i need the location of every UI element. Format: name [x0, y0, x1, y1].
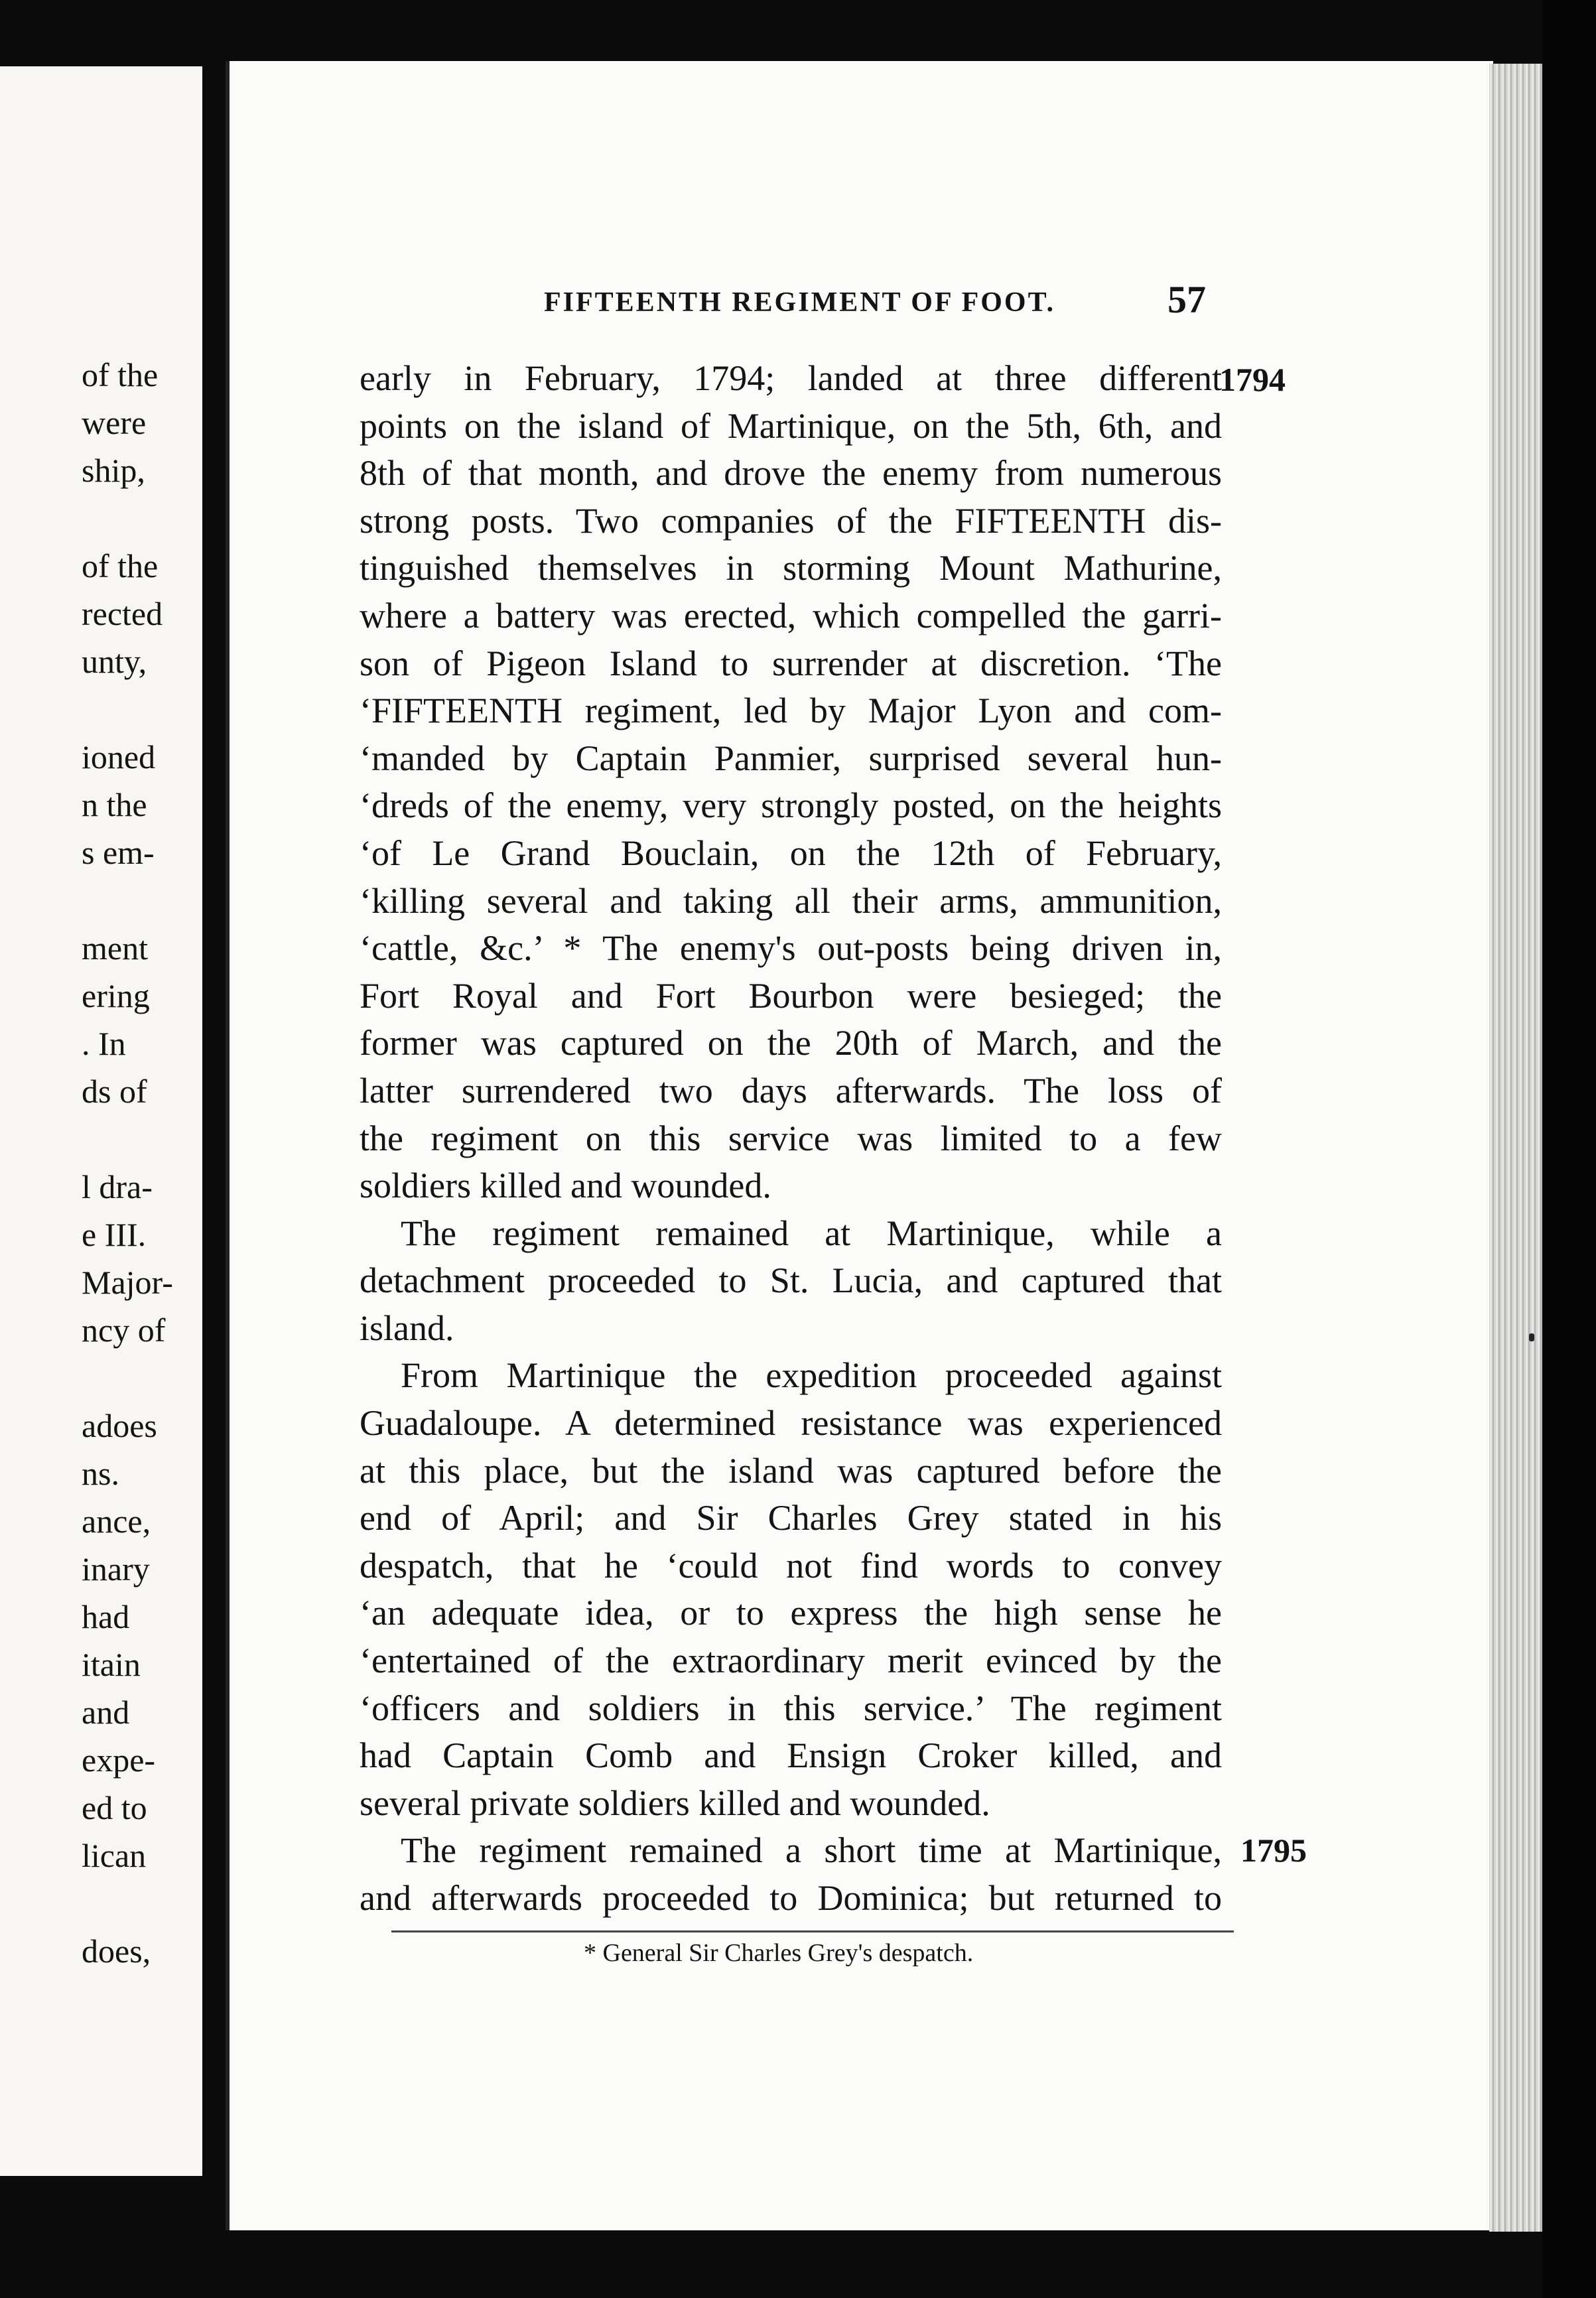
- previous-page-fragment: [0, 66, 205, 2176]
- page-edge-stack: [1489, 64, 1542, 2232]
- left-page-line: . In: [82, 1025, 126, 1062]
- body-line: ‘an adequate idea, or to express the high sense he: [360, 1593, 1222, 1633]
- left-page-line: s em-: [82, 834, 155, 871]
- body-line: despatch, that he ‘could not find words to convey: [360, 1545, 1222, 1586]
- left-page-line: expe-: [82, 1741, 156, 1779]
- left-page-line: of the: [82, 356, 159, 393]
- left-page-line: itain: [82, 1646, 141, 1683]
- left-page-line: does,: [82, 1932, 151, 1970]
- body-line: strong posts. Two companies of the FIFTEENTH dis-: [360, 500, 1222, 541]
- body-line: the regiment on this service was limited to a few: [360, 1118, 1222, 1158]
- body-line: From Martinique the expedition proceeded against: [401, 1355, 1222, 1396]
- left-page-line: ering: [82, 977, 150, 1014]
- body-line: Guadaloupe. A determined resistance was experienced: [360, 1403, 1222, 1444]
- book-gutter: [202, 66, 229, 2216]
- body-line: where a battery was erected, which compelled the garri-: [360, 595, 1222, 636]
- body-line: ‘cattle, &c.’ * The enemy's out-posts being driven in,: [360, 928, 1222, 969]
- body-line: ‘killing several and taking all their arms, ammunition,: [360, 880, 1222, 921]
- margin-year-1794: 1794: [1219, 361, 1286, 398]
- body-line: ‘of Le Grand Bouclain, on the 12th of February,: [360, 833, 1222, 873]
- body-line: former was captured on the 20th of March, and the: [360, 1023, 1222, 1063]
- left-page-line: ment: [82, 929, 148, 967]
- left-page-line: ship,: [82, 452, 145, 489]
- left-page-line: e III.: [82, 1216, 147, 1253]
- left-page-line: were: [82, 404, 147, 441]
- body-line: ‘dreds of the enemy, very strongly posted, on the heights: [360, 785, 1222, 826]
- body-line: The regiment remained at Martinique, while a: [401, 1213, 1222, 1253]
- body-line: and afterwards proceeded to Dominica; but returned to: [360, 1878, 1222, 1918]
- body-line: Fort Royal and Fort Bourbon were besieged; the: [360, 975, 1222, 1016]
- body-line: early in February, 1794; landed at three different: [360, 358, 1222, 398]
- body-line: island.: [360, 1308, 454, 1348]
- left-page-line: had: [82, 1598, 130, 1635]
- left-page-line: adoes: [82, 1407, 157, 1444]
- left-page-line: of the: [82, 547, 159, 584]
- body-line: several private soldiers killed and wounded.: [360, 1783, 990, 1823]
- body-line: detachment proceeded to St. Lucia, and captured that: [360, 1260, 1222, 1301]
- body-line: ‘FIFTEENTH regiment, led by Major Lyon and com-: [360, 691, 1222, 731]
- footnote: * General Sir Charles Grey's despatch.: [584, 1939, 974, 1967]
- body-line: ‘manded by Captain Panmier, surprised several hun-: [360, 738, 1222, 778]
- body-line: 8th of that month, and drove the enemy from numerous: [360, 453, 1222, 494]
- body-line: son of Pigeon Island to surrender at discretion. ‘The: [360, 643, 1222, 683]
- page-number: 57: [1167, 278, 1206, 321]
- running-title: FIFTEENTH REGIMENT OF FOOT.: [544, 287, 1055, 318]
- left-page-line: n the: [82, 786, 147, 823]
- body-line: at this place, but the island was captured before the: [360, 1450, 1222, 1491]
- dust-speck: [1529, 1333, 1534, 1341]
- body-line: tinguished themselves in storming Mount Mathurine,: [360, 548, 1222, 588]
- left-page-line: ns.: [82, 1455, 119, 1492]
- left-page-line: unty,: [82, 643, 147, 680]
- left-page-line: ioned: [82, 738, 156, 776]
- left-page-line: and: [82, 1694, 130, 1731]
- left-page-line: ance,: [82, 1503, 151, 1540]
- margin-year-1795: 1795: [1240, 1832, 1307, 1869]
- footnote-rule: [391, 1930, 1234, 1932]
- body-line: points on the island of Martinique, on the 5th, 6th, and: [360, 405, 1222, 446]
- body-line: had Captain Comb and Ensign Croker killed, and: [360, 1735, 1222, 1776]
- body-line: soldiers killed and wounded.: [360, 1166, 771, 1206]
- left-page-line: l dra-: [82, 1168, 153, 1205]
- body-text: [360, 355, 1222, 1923]
- body-line: latter surrendered two days afterwards. The loss of: [360, 1070, 1222, 1111]
- body-line: ‘entertained of the extraordinary merit evinced by the: [360, 1641, 1222, 1681]
- left-page-line: Major-: [82, 1264, 173, 1301]
- body-line: The regiment remained a short time at Martinique,: [401, 1830, 1222, 1871]
- left-page-line: lican: [82, 1837, 147, 1874]
- left-page-line: ds of: [82, 1073, 147, 1110]
- scan-border: [1542, 0, 1596, 2298]
- left-page-line: inary: [82, 1550, 150, 1588]
- body-line: end of April; and Sir Charles Grey stated in his: [360, 1498, 1222, 1538]
- left-page-line: rected: [82, 595, 163, 632]
- body-line: ‘officers and soldiers in this service.’ The regiment: [360, 1688, 1222, 1728]
- left-page-line: ed to: [82, 1789, 147, 1826]
- left-page-line: ncy of: [82, 1312, 166, 1349]
